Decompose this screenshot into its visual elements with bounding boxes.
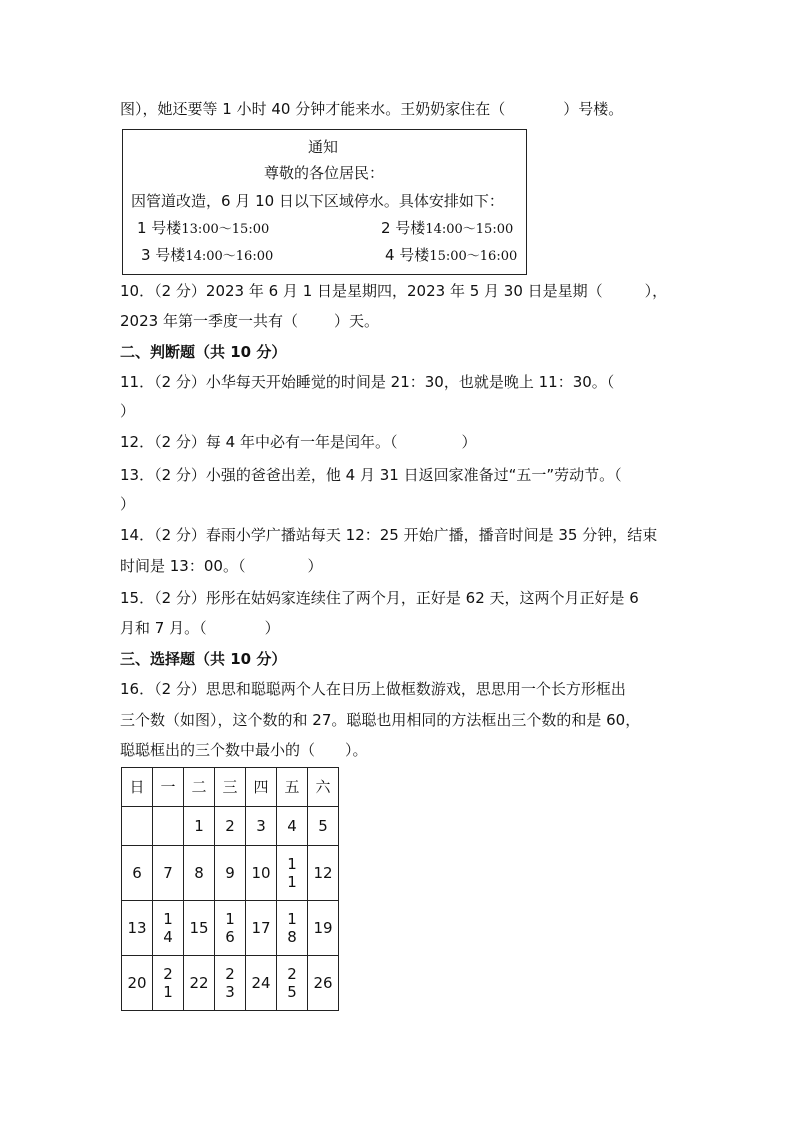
outage-time: 15:00～16:00 xyxy=(429,249,518,264)
calendar-cell xyxy=(153,807,184,846)
calendar-cell-text: 23 xyxy=(225,965,235,1001)
calendar-cell-text: 14 xyxy=(163,910,173,946)
calendar-cell: 5 xyxy=(308,807,339,846)
notice-greeting: 尊敬的各位居民： xyxy=(264,164,385,182)
calendar-cell: 2 xyxy=(215,807,246,846)
q13-line-1: 13．（2 分）小强的爸爸出差，他 4 月 31 日返回家准备过“五一”劳动节。（ xyxy=(120,466,622,484)
calendar-cell: 6 xyxy=(122,846,153,901)
calendar-cell: 3 xyxy=(246,807,277,846)
weekday-header: 二 xyxy=(184,768,215,807)
calendar-cell: 1 xyxy=(184,807,215,846)
q16-text-suffix: ）。 xyxy=(345,741,368,759)
q15-line-1: 15．（2 分）彤彤在姑妈家连续住了两个月，正好是 62 天，这两个月正好是 6 xyxy=(120,589,639,607)
building-label: 1 号楼 xyxy=(137,219,182,237)
q14-line-2 xyxy=(120,555,322,577)
notice-item-1 xyxy=(137,218,269,240)
calendar-row xyxy=(122,901,339,956)
calendar-row xyxy=(122,807,339,846)
q14-text-suffix: ） xyxy=(307,557,323,575)
calendar-cell xyxy=(153,956,184,1011)
q12-text: 12．（2 分）每 4 年中必有一年是闰年。（ xyxy=(120,433,398,451)
calendar-cell: 17 xyxy=(246,901,277,956)
weekday-header: 四 xyxy=(246,768,277,807)
calendar-cell-text: 16 xyxy=(225,910,235,946)
notice-box xyxy=(122,129,527,275)
q12-line xyxy=(120,431,477,453)
notice-item-2 xyxy=(381,218,513,240)
outage-time: 14:00～15:00 xyxy=(425,222,514,237)
calendar-cell-text: 11 xyxy=(287,855,297,891)
calendar-table xyxy=(121,767,339,1011)
calendar-cell: 19 xyxy=(308,901,339,956)
notice-item-4 xyxy=(385,245,517,267)
calendar-cell xyxy=(277,901,308,956)
weekday-header: 一 xyxy=(153,768,184,807)
outage-time: 14:00～16:00 xyxy=(185,249,274,264)
calendar-cell: 22 xyxy=(184,956,215,1011)
q10-text: 10．（2 分）2023 年 6 月 1 日是星期四，2023 年 5 月 30 日是星期（ xyxy=(120,282,603,300)
calendar-cell: 13 xyxy=(122,901,153,956)
calendar-cell xyxy=(215,956,246,1011)
calendar-cell-text: 25 xyxy=(287,965,297,1001)
weekday-header: 三 xyxy=(215,768,246,807)
calendar-cell: 7 xyxy=(153,846,184,901)
q15-line-2 xyxy=(120,617,280,639)
q10-text-suffix: ）天。 xyxy=(333,312,379,330)
q10-line-2 xyxy=(120,310,379,332)
calendar-cell xyxy=(215,901,246,956)
calendar-row xyxy=(122,846,339,901)
q14-line-1: 14．（2 分）春雨小学广播站每天 12：25 开始广播，播音时间是 35 分钟，结束 xyxy=(120,526,658,544)
q9-tail-text: 图），她还要等 1 小时 40 分钟才能来水。王奶奶家住在（ xyxy=(120,100,506,118)
calendar-cell xyxy=(277,846,308,901)
building-label: 4 号楼 xyxy=(385,246,430,264)
calendar-cell: 20 xyxy=(122,956,153,1011)
q15-text-suffix: ） xyxy=(264,619,280,637)
q10-text: 2023 年第一季度一共有（ xyxy=(120,312,298,330)
calendar-cell: 24 xyxy=(246,956,277,1011)
calendar-cell-text: 18 xyxy=(287,910,297,946)
calendar-row xyxy=(122,956,339,1011)
calendar-cell: 26 xyxy=(308,956,339,1011)
q15-text: 月和 7 月。（ xyxy=(120,619,207,637)
q16-text: 聪聪框出的三个数中最小的（ xyxy=(120,741,316,759)
section-3-heading: 三、选择题（共 10 分） xyxy=(120,650,287,668)
calendar-cell xyxy=(122,807,153,846)
calendar-cell-text: 21 xyxy=(163,965,173,1001)
q16-line-2: 三个数（如图），这个数的和 27。聪聪也用相同的方法框出三个数的和是 60， xyxy=(120,711,641,729)
weekday-header: 日 xyxy=(122,768,153,807)
notice-title: 通知 xyxy=(308,138,339,156)
calendar-cell: 12 xyxy=(308,846,339,901)
q11-line-1: 11．（2 分）小华每天开始睡觉的时间是 21：30，也就是晚上 11：30。（ xyxy=(120,373,615,391)
calendar-cell xyxy=(277,956,308,1011)
q16-line-3 xyxy=(120,739,368,761)
weekday-header: 六 xyxy=(308,768,339,807)
notice-item-3 xyxy=(141,245,273,267)
q10-text-suffix: ）， xyxy=(644,282,668,300)
calendar-cell: 9 xyxy=(215,846,246,901)
notice-body: 因管道改造，6 月 10 日以下区域停水。具体安排如下： xyxy=(131,192,504,210)
weekday-header: 五 xyxy=(277,768,308,807)
calendar-cell xyxy=(153,901,184,956)
q16-line-1: 16．（2 分）思思和聪聪两个人在日历上做框数游戏，思思用一个长方形框出 xyxy=(120,680,626,698)
q13-line-2[interactable]: ） xyxy=(120,495,136,513)
outage-time: 13:00～15:00 xyxy=(181,222,270,237)
section-2-heading: 二、判断题（共 10 分） xyxy=(120,343,287,361)
q14-text: 时间是 13：00。（ xyxy=(120,557,246,575)
q11-line-2[interactable]: ） xyxy=(120,402,136,420)
building-label: 3 号楼 xyxy=(141,246,186,264)
q12-text-suffix: ） xyxy=(461,433,477,451)
q9-tail-line xyxy=(120,98,623,120)
calendar-cell: 10 xyxy=(246,846,277,901)
q10-line-1 xyxy=(120,280,667,302)
q9-tail-suffix: ）号楼。 xyxy=(563,100,624,118)
calendar-header-row xyxy=(122,768,339,807)
calendar-cell: 15 xyxy=(184,901,215,956)
calendar-cell: 4 xyxy=(277,807,308,846)
calendar-cell: 8 xyxy=(184,846,215,901)
building-label: 2 号楼 xyxy=(381,219,426,237)
